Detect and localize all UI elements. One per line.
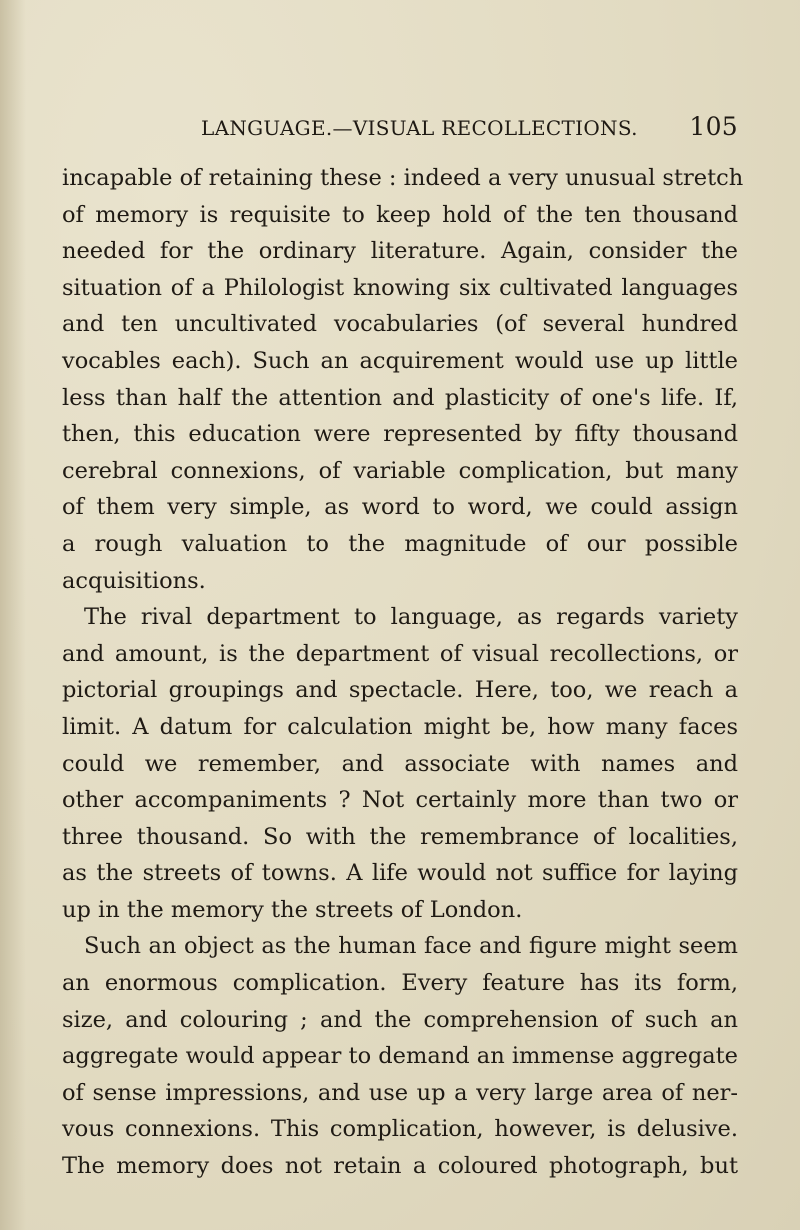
- paragraph-3: [62, 928, 738, 1184]
- text-line: less than half the attention and plasticity of one's life. If,: [62, 384, 738, 411]
- text-line: then, this education were represented by fifty thousand: [62, 421, 738, 448]
- text-line: pictorial groupings and spectacle. Here, too, we reach a: [62, 677, 738, 704]
- text-line: and ten uncultivated vocabularies (of several hundred: [62, 311, 738, 338]
- text-line: size, and colouring ; and the comprehension of such an: [62, 1006, 738, 1033]
- paragraph-1: [62, 160, 744, 599]
- text-line: cerebral connexions, of variable complication, but many: [62, 457, 738, 484]
- text-line: The rival department to language, as regards variety: [84, 604, 738, 631]
- text-line: situation of a Philologist knowing six cultivated languages: [62, 274, 738, 301]
- book-page: [62, 112, 744, 1185]
- text-line: other accompaniments ? Not certainly more than two or: [62, 787, 738, 814]
- text-line: aggregate would appear to demand an immense aggregate: [62, 1043, 738, 1070]
- text-line: vous connexions. This complication, however, is delusive.: [62, 1116, 738, 1143]
- page-number: 105: [689, 112, 738, 141]
- page-gutter-shadow: [0, 0, 26, 1230]
- text-line: of sense impressions, and use up a very large area of ner-: [62, 1079, 738, 1106]
- running-head: [62, 112, 738, 146]
- text-line: as the streets of towns. A life would not suffice for laying: [62, 860, 738, 887]
- text-line: an enormous complication. Every feature has its form,: [62, 970, 738, 997]
- text-line: incapable of retaining these : indeed a very unusual stretch: [62, 165, 744, 191]
- text-line: limit. A datum for calculation might be, how many faces: [62, 713, 738, 740]
- text-line: acquisitions.: [62, 567, 206, 594]
- text-line: three thousand. So with the remembrance of localities,: [62, 823, 738, 850]
- text-line: vocables each). Such an acquirement would use up little: [62, 347, 738, 374]
- text-line: and amount, is the department of visual recollections, or: [62, 640, 738, 667]
- body-text: [62, 160, 744, 1185]
- text-line: of memory is requisite to keep hold of the ten thousand: [62, 201, 738, 228]
- text-line: Such an object as the human face and figure might seem: [84, 933, 738, 960]
- text-line: The memory does not retain a coloured photograph, but: [62, 1153, 738, 1180]
- text-line: needed for the ordinary literature. Again, consider the: [62, 238, 738, 265]
- running-title: LANGUAGE.—VISUAL RECOLLECTIONS.: [201, 116, 638, 140]
- text-line: up in the memory the streets of London.: [62, 896, 523, 923]
- text-line: a rough valuation to the magnitude of our possible: [62, 530, 738, 557]
- text-line: could we remember, and associate with names and: [62, 750, 738, 777]
- text-line: of them very simple, as word to word, we could assign: [62, 494, 738, 521]
- paragraph-2: [62, 599, 738, 928]
